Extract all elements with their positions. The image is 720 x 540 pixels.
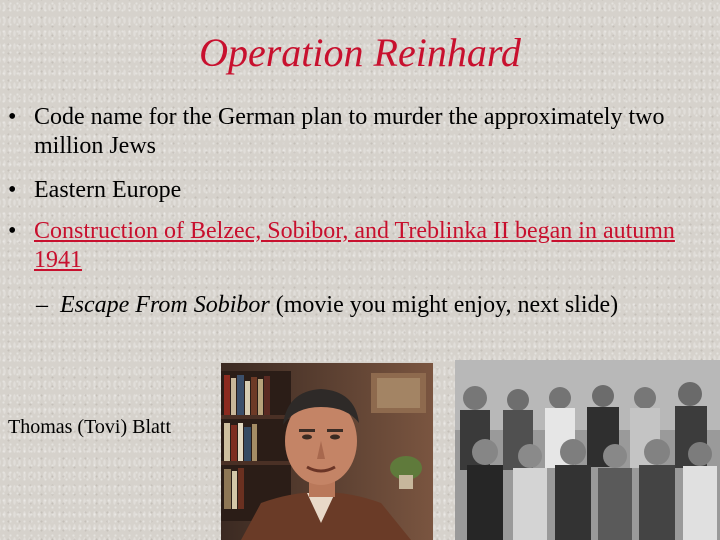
bullet-marker: • <box>8 177 17 203</box>
bullet-marker: • <box>8 104 17 130</box>
bullet-item-plan <box>8 103 710 161</box>
movie-title: Escape From Sobibor <box>60 292 270 318</box>
bullet-marker: • <box>8 218 17 244</box>
sub-bullet-text: (movie you might enjoy, next slide) <box>269 292 619 318</box>
bullet-text: Eastern Europe <box>34 177 182 203</box>
bullet-item-eastern-europe <box>8 176 710 205</box>
slide-title: Operation Reinhard <box>199 30 521 75</box>
portrait-photo <box>221 363 433 540</box>
sub-bullet-marker: – <box>36 292 48 318</box>
group-photo <box>455 360 720 540</box>
construction-link[interactable]: Construction of Belzec, Sobibor, and Treblinka II began in autumn 1941 <box>34 218 675 273</box>
bullet-item-construction <box>8 217 710 275</box>
sub-bullet-content <box>60 292 618 318</box>
sub-bullet-movie <box>36 291 688 320</box>
photo-caption: Thomas (Tovi) Blatt <box>8 416 172 438</box>
bullet-text: Code name for the German plan to murder the approximately two million Jews <box>34 104 665 159</box>
